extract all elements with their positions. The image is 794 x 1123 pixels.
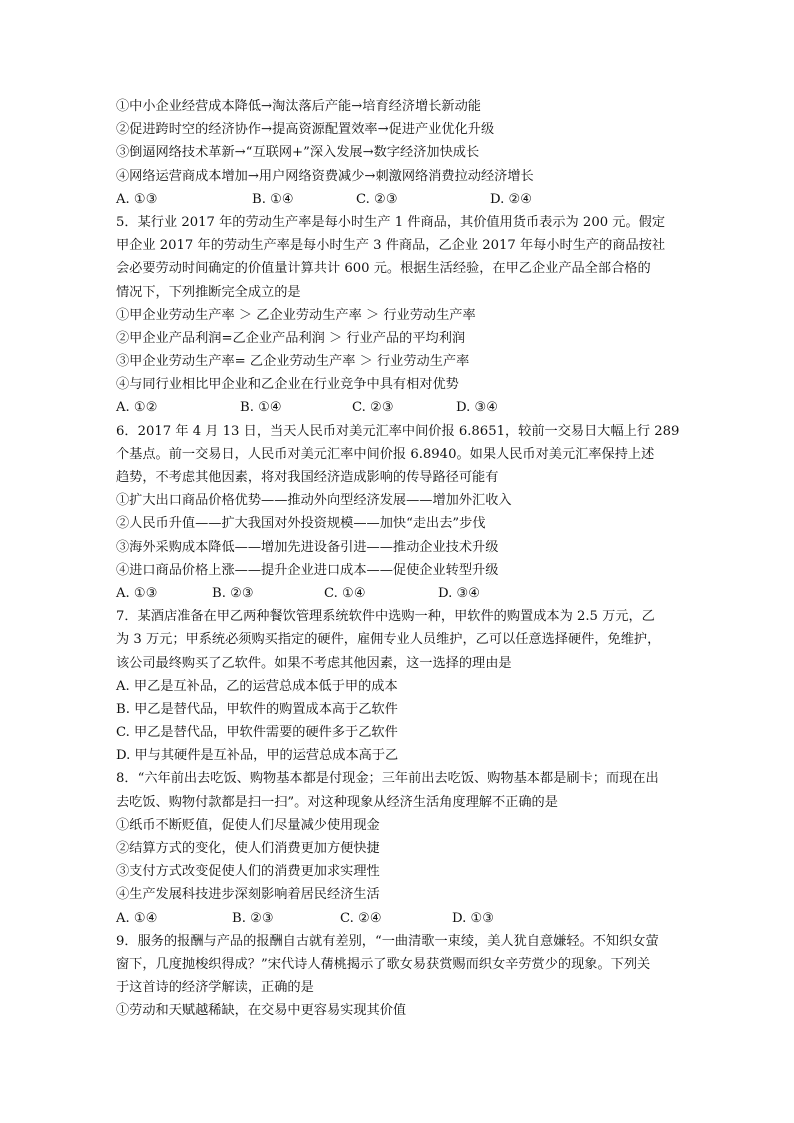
q6-item-1: ①扩大出口商品价格优势——推动外向型经济发展——增加外汇收入 [116, 493, 512, 509]
q7-stem-line-2: 为 3 万元；甲系统必须购买指定的硬件，雇佣专业人员维护，乙可以任意选择硬件，免维护， [116, 632, 661, 648]
q6-stem-line-1: 6．2017 年 4 月 13 日，当天人民币对美元汇率中间价报 6.8651，较前一交易日大幅上行 289 [116, 423, 680, 439]
q5-choices [116, 396, 688, 419]
q7-option-a: A. 甲乙是互补品，乙的运营总成本低于甲的成本 [116, 678, 398, 694]
q7-stem-line-3: 该公司最终购买了乙软件。如果不考虑其他因素，这一选择的理由是 [116, 655, 512, 671]
q5-item-1: ①甲企业劳动生产率 ＞ 乙企业劳动生产率 ＞ 行业劳动生产率 [116, 307, 476, 323]
q8-choice-c: C. ②④ [340, 910, 382, 926]
q5-stem-line-1: 5．某行业 2017 年的劳动生产率是每小时生产 1 件商品，其价值用货币表示为 200 元。假定 [116, 214, 666, 230]
question-5 [116, 211, 688, 420]
q8-choices [116, 907, 688, 930]
exam-page [116, 95, 688, 1023]
q4-choice-c: C. ②③ [356, 191, 398, 207]
q6-choice-b: B. ②③ [212, 585, 254, 601]
q8-choice-d: D. ①③ [452, 910, 495, 926]
q5-choice-a: A. ①② [116, 400, 158, 416]
q6-choice-a: A. ①③ [116, 585, 158, 601]
q4-item-4: ④网络运营商成本增加→用户网络资费减少→刺激网络消费拉动经济增长 [116, 168, 534, 184]
q7-option-d: D. 甲与其硬件是互补品，甲的运营总成本高于乙 [116, 748, 399, 764]
q8-item-3: ③支付方式改变促使人们的消费更加求实理性 [116, 864, 380, 880]
q5-item-4: ④与同行业相比甲企业和乙企业在行业竞争中具有相对优势 [116, 377, 459, 393]
question-8 [116, 767, 688, 929]
q7-option-b: B. 甲乙是替代品，甲软件的购置成本高于乙软件 [116, 701, 398, 717]
q8-item-4: ④生产发展科技进步深刻影响着居民经济生活 [116, 887, 380, 903]
q5-item-3: ③甲企业劳动生产率= 乙企业劳动生产率 ＞ 行业劳动生产率 [116, 354, 470, 370]
q8-stem-line-2: 去吃饭、购物付款都是扫一扫”。对这种现象从经济生活角度理解不正确的是 [116, 794, 558, 810]
q9-item-1: ①劳动和天赋越稀缺，在交易中更容易实现其价值 [116, 1003, 407, 1019]
q5-choice-c: C. ②③ [352, 400, 394, 416]
q4-item-3: ③倒逼网络技术革新→“互联网+”深入发展→数字经济加快成长 [116, 145, 480, 161]
q8-item-2: ②结算方式的变化，使人们消费更加方便快捷 [116, 841, 380, 856]
q8-choice-b: B. ②③ [232, 910, 274, 926]
q5-stem-line-2: 甲企业 2017 年的劳动生产率是每小时生产 3 件商品，乙企业 2017 年每小时生产的商品按社 [116, 238, 666, 254]
question-9 [116, 930, 688, 1023]
q4-item-2: ②促进跨时空的经济协作→提高资源配置效率→促进产业优化升级 [116, 122, 495, 138]
q9-stem-line-2: 窗下，几度抛梭织得成？”宋代诗人蒨桃揭示了歌女易获赏赐而织女辛劳赏少的现象。下列关 [116, 956, 651, 972]
q5-stem-line-4: 情况下，下列推断完全成立的是 [116, 284, 301, 300]
q5-item-2: ②甲企业产品利润=乙企业产品利润 ＞ 行业产品的平均利润 [116, 330, 466, 346]
q5-choice-b: B. ①④ [240, 400, 282, 416]
q8-item-1: ①纸币不断贬值，促使人们尽量减少使用现金 [116, 817, 380, 833]
q9-stem-line-1: 9．服务的报酬与产品的报酬自古就有差别，“一曲清歌一束绫，美人犹自意嫌轻。不知织女萤 [116, 933, 659, 949]
question-7 [116, 605, 688, 767]
q6-choices [116, 582, 688, 605]
q4-choice-a: A. ①③ [116, 191, 158, 207]
q4-choice-b: B. ①④ [252, 191, 294, 207]
q6-item-4: ④进口商品价格上涨——提升企业进口成本——促使企业转型升级 [116, 562, 499, 578]
q8-stem-line-1: 8．“六年前出去吃饭、购物基本都是付现金；三年前出去吃饭、购物基本都是刷卡；而现在出 [116, 771, 659, 787]
q7-stem-line-1: 7．某酒店准备在甲乙两种餐饮管理系统软件中选购一种，甲软件的购置成本为 2.5 万元，乙 [116, 609, 655, 625]
q6-choice-c: C. ①④ [324, 585, 366, 601]
q5-stem-line-3: 会必要劳动时间确定的价值量计算共计 600 元。根据生活经验，在甲乙企业产品全部合格的 [116, 261, 651, 277]
q8-choice-a: A. ①④ [116, 910, 158, 926]
q6-item-3: ③海外采购成本降低——增加先进设备引进——推动企业技术升级 [116, 539, 499, 555]
question-6 [116, 420, 688, 606]
question-4 [116, 95, 688, 211]
q7-option-c: C. 甲乙是替代品，甲软件需要的硬件多于乙软件 [116, 725, 398, 741]
q6-item-2: ②人民币升值——扩大我国对外投资规模——加快“走出去”步伐 [116, 516, 486, 532]
q9-stem-line-3: 于这首诗的经济学解读，正确的是 [116, 980, 314, 996]
q4-item-1: ①中小企业经营成本降低→淘汰落后产能→培育经济增长新动能 [116, 99, 481, 114]
q4-choices [116, 188, 688, 211]
q5-choice-d: D. ③④ [456, 400, 499, 416]
q6-stem-line-2: 个基点。前一交易日，人民币对美元汇率中间价报 6.8940。如果人民币对美元汇率保持上述 [116, 446, 655, 462]
q6-choice-d: D. ③④ [438, 585, 481, 601]
q6-stem-line-3: 趋势，不考虑其他因素，将对我国经济造成影响的传导路径可能有 [116, 470, 499, 485]
q4-choice-d: D. ②④ [490, 191, 533, 207]
